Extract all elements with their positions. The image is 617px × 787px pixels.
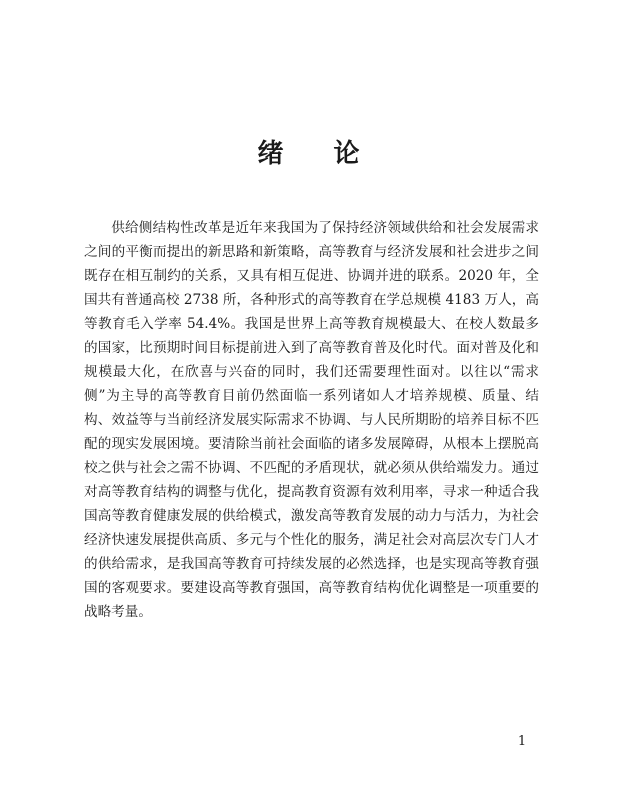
chapter-title [0,136,617,172]
chapter-title-char-1: 绪 [257,139,284,169]
body-paragraph: 供给侧结构性改革是近年来我国为了保持经济领域供给和社会发展需求之间的平衡而提出的新思路和新策略，高等教育与经济发展和社会进步之间既存在相互制约的关系，又具有相互促进、协调并进的联系。2020 年，全国共有普通高校 2738 所，各种形式的高等教育在学总规模 4183 万人，高等教育毛入学率 54.4%。我国是世界上高等教育规模最大、在校人数最多的国家，比预期时间目标提前进入到了高等教育普及化时代。面对普及化和规模最大化，在欣喜与兴奋的同时，我们还需要理性面对。以往以“需求侧”为主导的高等教育目前仍然面临一系列诸如人才培养规模、质量、结构、效益等与当前经济发展实际需求不协调、与人民所期盼的培养目标不匹配的现实发展困境。要清除当前社会面临的诸多发展障碍，从根本上摆脱高校之供与社会之需不协调、不匹配的矛盾现状，就必须从供给端发力。通过对高等教育结构的调整与优化，提高教育资源有效利用率，寻求一种适合我国高等教育健康发展的供给模式，激发高等教育发展的动力与活力，为社会经济快速发展提供高质、多元与个性化的服务，满足社会对高层次专门人才的供给需求，是我国高等教育可持续发展的必然选择，也是实现高等教育强国的客观要求。要建设高等教育强国，高等教育结构优化调整是一项重要的战略考量。 [84,220,539,620]
chapter-title-char-2: 论 [333,139,360,169]
page-number: 1 [517,734,527,749]
